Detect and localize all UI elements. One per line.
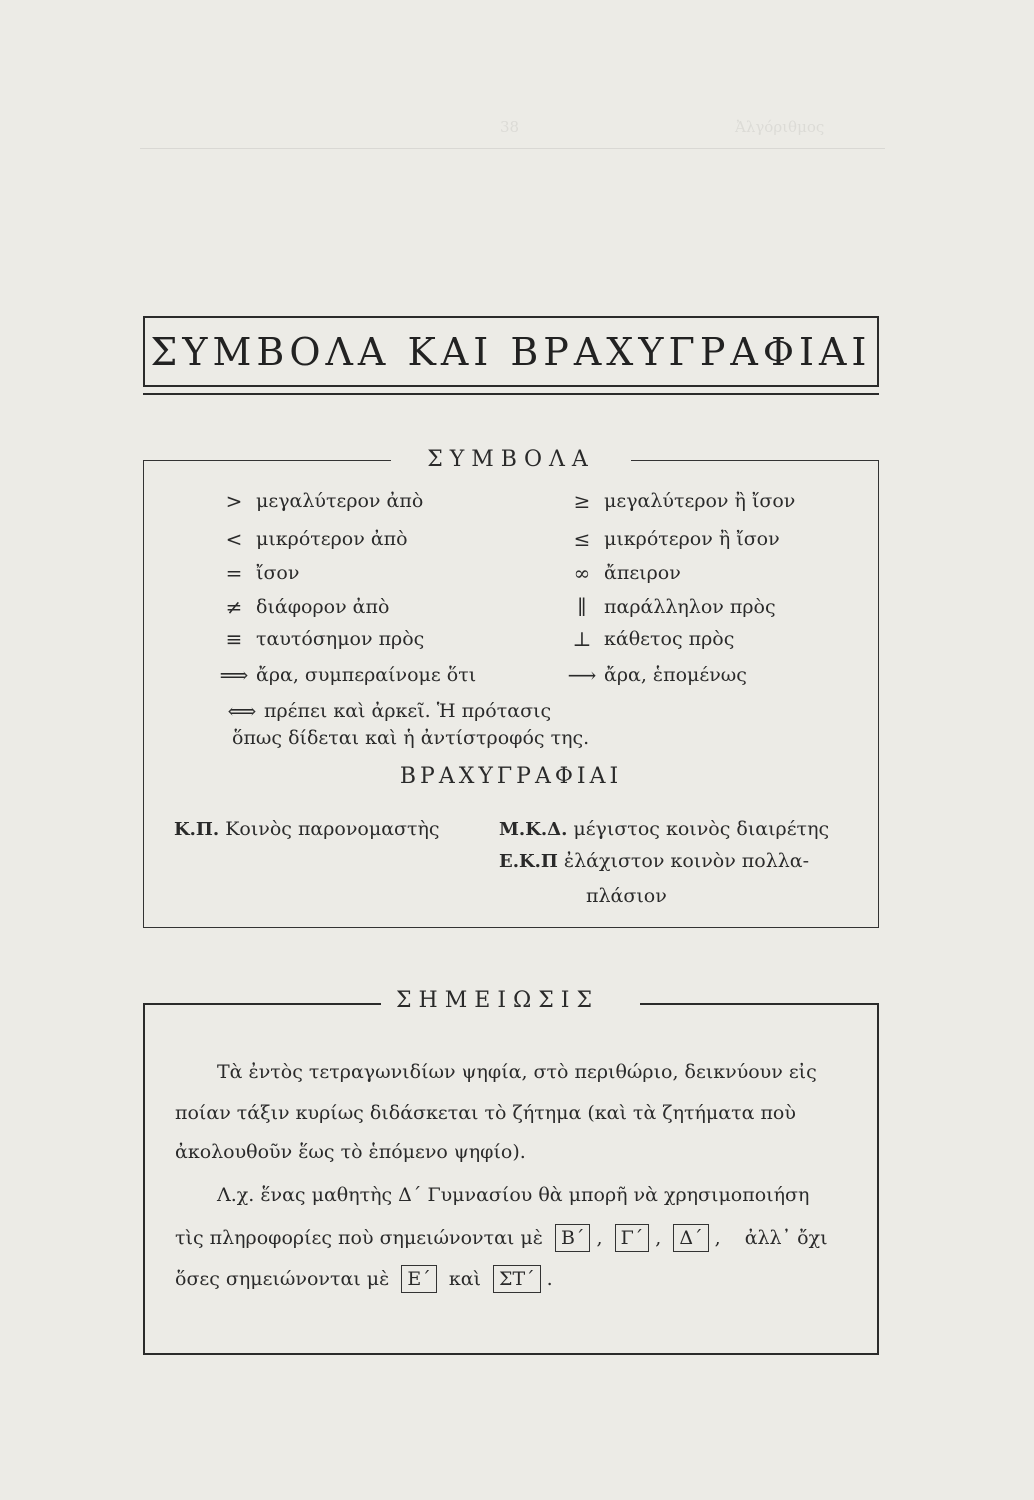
greater-than-icon: > [225, 489, 243, 513]
symbol-label: ταυτόσημον πρὸς [256, 628, 425, 650]
grade-box-g: Γ΄ [615, 1224, 650, 1252]
symbol-parallel [564, 595, 776, 619]
bleed-through-page-number: 38 [500, 118, 520, 136]
abbreviation-key: Ε.Κ.Π [499, 851, 558, 872]
abbreviation-text: μέγιστος κοινὸς διαιρέτης [573, 818, 830, 840]
symbol-label: πρέπει καὶ ἀρκεῖ. Ἡ πρότασις [264, 700, 552, 722]
abbreviation-key: Μ.Κ.Δ. [499, 819, 568, 840]
note-line-1: Τὰ ἐντὸς τετραγωνιδίων ψηφία, στὸ περιθώριο, δεικνύουν εἰς [217, 1061, 817, 1083]
right-arrow-icon: ⟶ [567, 663, 597, 687]
symbol-label: ἴσον [256, 562, 300, 584]
symbol-label: μεγαλύτερον ἀπὸ [256, 490, 424, 512]
note-text: τὶς πληροφορίες ποὺ σημειώνονται μὲ [175, 1227, 543, 1249]
notes-box [143, 1003, 879, 1355]
note-line-3: ἀκολουθοῦν ἕως τὸ ἑπόμενο ψηφίο). [175, 1141, 526, 1163]
abbreviation-key: Κ.Π. [174, 819, 220, 840]
bleed-through-rule [140, 148, 885, 149]
implies-arrow-icon: ⟹ [219, 663, 249, 687]
note-line-4: Λ.χ. ἕνας μαθητὴς Δ΄ Γυμνασίου θὰ μπορῆ νὰ χρησιμοποιήση [217, 1184, 810, 1206]
note-line-6 [175, 1265, 553, 1293]
symbol-label: παράλληλον πρὸς [604, 596, 776, 618]
note-text: ὅσες σημειώνονται μὲ [175, 1268, 390, 1290]
symbols-heading: ΣΥΜΒΟΛΑ [391, 447, 631, 472]
less-than-icon: < [225, 527, 243, 551]
symbol-label: κάθετος πρὸς [604, 628, 735, 650]
symbol-equivalence-cont [232, 727, 589, 749]
note-line-2: ποίαν τάξιν κυρίως διδάσκεται τὸ ζήτημα (καὶ τὰ ζητήματα ποὺ [175, 1102, 796, 1124]
symbol-label: ἄπειρον [604, 562, 681, 584]
symbol-label: μεγαλύτερον ἢ ἴσον [604, 490, 796, 512]
abbreviation-ekp-cont [586, 885, 667, 907]
equals-icon: = [225, 561, 243, 585]
page-title-box [143, 316, 879, 387]
note-text: ἀλλ᾽ ὄχι [744, 1227, 828, 1249]
symbol-equivalence [224, 699, 551, 723]
grade-box-e: Ε΄ [401, 1265, 436, 1293]
perpendicular-icon: ⊥ [572, 627, 592, 651]
grade-box-st: ΣΤ΄ [493, 1265, 541, 1293]
symbol-equal [216, 561, 299, 585]
symbol-label: διάφορον ἀπὸ [256, 596, 390, 618]
bleed-through-header: Ἀλγόριθμος [735, 118, 825, 136]
grade-box-b: Β΄ [555, 1224, 590, 1252]
not-equal-icon: ≠ [225, 595, 243, 619]
symbol-therefore [564, 663, 747, 687]
notes-heading: ΣΗΜΕΙΩΣΙΣ [396, 988, 600, 1013]
greater-equal-icon: ≥ [573, 489, 591, 513]
note-text: καὶ [448, 1268, 481, 1290]
symbol-label-cont: ὅπως δίδεται καὶ ἡ ἀντίστροφός της. [232, 727, 590, 749]
separator: , [714, 1227, 721, 1249]
abbreviation-text: ἐλάχιστον κοινὸν πολλα- [563, 850, 810, 872]
abbreviation-kp [174, 818, 440, 840]
double-arrow-icon: ⟺ [227, 699, 257, 723]
symbol-label: μικρότερον ἀπὸ [256, 528, 408, 550]
identical-icon: ≡ [225, 627, 243, 651]
abbreviation-ekp [499, 850, 809, 872]
grade-box-d: Δ΄ [673, 1224, 708, 1252]
symbol-greater-equal [564, 489, 795, 513]
symbol-implies [216, 663, 476, 687]
abbreviation-mkd [499, 818, 829, 840]
symbol-not-equal [216, 595, 389, 619]
symbol-less [216, 527, 408, 551]
note-period: . [546, 1268, 553, 1290]
separator: , [596, 1227, 603, 1249]
less-equal-icon: ≤ [573, 527, 591, 551]
page-title: ΣΥΜΒΟΛΑ ΚΑΙ ΒΡΑΧΥΓΡΑΦΙΑΙ [150, 329, 872, 374]
separator: , [655, 1227, 662, 1249]
symbol-infinity [564, 561, 681, 585]
parallel-icon: ∥ [577, 595, 587, 619]
symbol-perpendicular [564, 627, 734, 651]
abbreviation-text: Κοινὸς παρονομαστὴς [225, 818, 440, 840]
abbreviation-text-cont: πλάσιον [586, 885, 667, 907]
symbols-box [143, 447, 879, 928]
symbol-label: ἄρα, συμπεραίνομε ὅτι [256, 664, 477, 686]
symbol-identical [216, 627, 424, 651]
abbreviations-heading: ΒΡΑΧΥΓΡΑΦΙΑΙ [399, 764, 623, 789]
note-line-5 [175, 1224, 828, 1252]
symbol-greater [216, 489, 423, 513]
symbol-label: μικρότερον ἢ ἴσον [604, 528, 780, 550]
symbol-less-equal [564, 527, 780, 551]
symbol-label: ἄρα, ἑπομένως [604, 664, 747, 686]
infinity-icon: ∞ [573, 561, 591, 585]
